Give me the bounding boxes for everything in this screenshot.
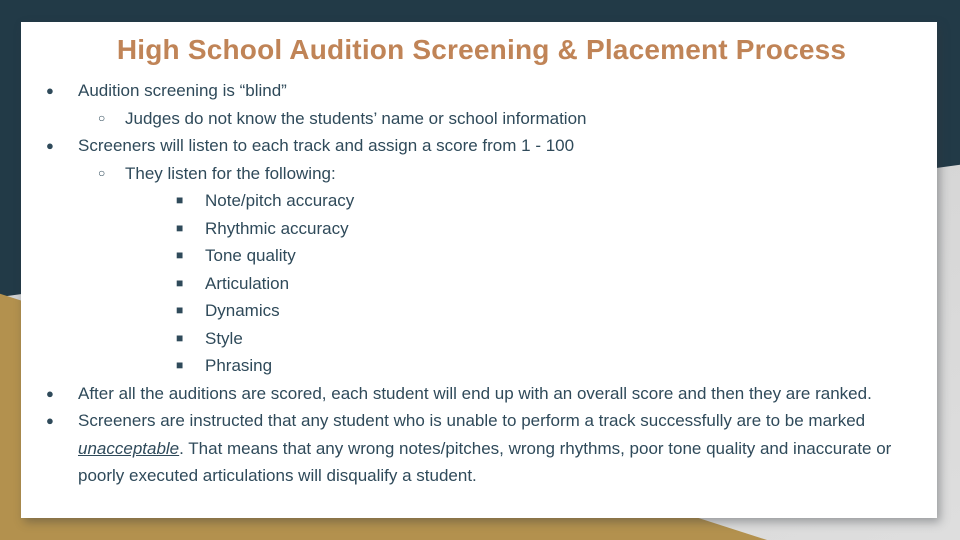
- bullet-text: Articulation: [205, 273, 290, 293]
- bullet-square-icon: ■: [176, 275, 184, 290]
- bullet-item: [46, 407, 898, 490]
- bullet-text: Phrasing: [205, 356, 273, 375]
- bullet-text: Note/pitch accuracy: [205, 191, 355, 210]
- bullet-item: [176, 215, 898, 243]
- bullet-item: [46, 380, 898, 408]
- bullet-square-icon: ■: [176, 303, 184, 317]
- bullet-square-icon: ■: [176, 193, 184, 207]
- slide-content-card: [21, 22, 937, 518]
- bullet-item: [98, 105, 898, 133]
- bullet-disc-icon: ●: [46, 413, 54, 428]
- bullet-item: [176, 325, 898, 353]
- bullet-text: After all the auditions are scored, each student will end up with an overall score and then they are ranked.: [78, 383, 872, 403]
- bullet-text: Tone quality: [205, 246, 296, 265]
- bullet-item: [176, 297, 898, 325]
- bullet-text-post: . That means that any wrong notes/pitches, wrong rhythms, poor tone quality and inaccurate or poorly executed articulations will disqualify a student.: [78, 438, 892, 485]
- bullet-text-emphasis: unacceptable: [78, 438, 180, 458]
- bullet-text: They listen for the following:: [125, 163, 336, 183]
- bullet-text: Rhythmic accuracy: [205, 218, 349, 238]
- bullet-item: [176, 242, 898, 270]
- bullet-item: [176, 352, 898, 380]
- bullet-text: Style: [205, 328, 243, 348]
- bullet-square-icon: ■: [176, 358, 184, 372]
- bullet-circle-icon: ○: [98, 110, 106, 125]
- bullet-text: [78, 407, 898, 490]
- bullet-disc-icon: ●: [46, 83, 54, 98]
- bullet-item: [46, 132, 898, 160]
- bullet-text: Screeners will listen to each track and assign a score from 1 - 100: [78, 136, 575, 155]
- bullet-text: Audition screening is “blind”: [78, 81, 287, 100]
- bullet-item: [98, 160, 898, 188]
- bullet-item: [176, 270, 898, 298]
- bullet-text: Judges do not know the students’ name or school information: [125, 108, 587, 128]
- bullet-square-icon: ■: [176, 220, 184, 235]
- bullet-square-icon: ■: [176, 248, 184, 262]
- bullet-square-icon: ■: [176, 330, 184, 345]
- bullet-circle-icon: ○: [98, 165, 106, 180]
- bullet-disc-icon: ●: [46, 385, 54, 401]
- bullet-list: [46, 77, 898, 490]
- bullet-item: [176, 187, 898, 215]
- bullet-text-pre: Screeners are instructed that any student who is unable to perform a track successfully are to be marked: [78, 411, 866, 430]
- bullet-disc-icon: ●: [46, 138, 54, 153]
- bullet-item: [46, 77, 898, 105]
- slide-title: High School Audition Screening & Placement Process: [116, 34, 847, 65]
- bullet-text: Dynamics: [205, 301, 280, 320]
